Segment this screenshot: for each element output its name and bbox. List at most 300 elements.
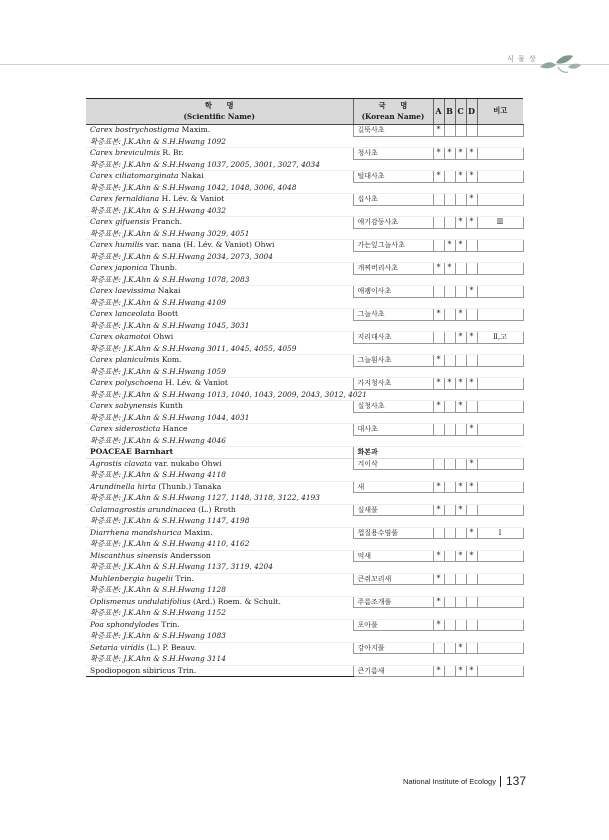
voucher-row [86, 585, 523, 597]
species-row [86, 665, 523, 677]
site-a-mark: * [433, 619, 444, 631]
site-c-mark: * [455, 550, 466, 562]
voucher-row [86, 205, 523, 217]
scientific-name [86, 550, 353, 562]
voucher-row [86, 320, 523, 332]
note-cell [477, 665, 523, 677]
author: H. Lév. & Vaniot [159, 194, 225, 204]
site-a-header: A [433, 99, 444, 125]
voucher-text: 확증표본: J.K.Ahn & S.H.Hwang 1037, 2005, 3001, 3027, 4034 [86, 159, 523, 171]
note-cell [477, 309, 523, 321]
site-c-mark [455, 355, 466, 367]
site-d-header: D [466, 99, 477, 125]
site-d-mark: * [466, 171, 477, 183]
site-d-mark [466, 263, 477, 275]
scientific-name [86, 217, 353, 229]
site-d-mark: * [466, 332, 477, 344]
site-b-mark [444, 194, 455, 206]
binomial: Miscanthus sinensis [90, 550, 168, 560]
korean-name: 털대사초 [353, 171, 433, 183]
voucher-row [86, 366, 523, 378]
scientific-name [86, 424, 353, 436]
author: Nakai [155, 286, 181, 296]
voucher-row [86, 631, 523, 643]
voucher-text: 확증표본: J.K.Ahn & S.H.Hwang 4032 [86, 205, 523, 217]
korean-name: 가지청사초 [353, 378, 433, 390]
binomial: Muhlenbergia hugelii [90, 573, 174, 583]
site-a-mark [433, 194, 444, 206]
voucher-row [86, 136, 523, 148]
korean-name: 가는잎그늘사초 [353, 240, 433, 252]
author: Hance [160, 424, 188, 434]
site-c-mark: * [455, 401, 466, 413]
site-a-mark: * [433, 263, 444, 275]
scientific-name [86, 596, 353, 608]
voucher-text: 확증표본: J.K.Ahn & S.H.Hwang 1045, 3031 [86, 320, 523, 332]
site-a-mark: * [433, 309, 444, 321]
scientific-name [86, 332, 353, 344]
header-rule [0, 64, 609, 65]
note-cell [477, 125, 523, 137]
scientific-name [86, 194, 353, 206]
site-b-mark [444, 125, 455, 137]
korean-name: 겨이삭 [353, 458, 433, 470]
voucher-text: 확증표본: J.K.Ahn & S.H.Hwang 1147, 4198 [86, 516, 523, 528]
species-row [86, 171, 523, 183]
korean-name: 청사초 [353, 148, 433, 160]
species-row [86, 642, 523, 654]
korean-name: 개찌버리사초 [353, 263, 433, 275]
scientific-name [86, 504, 353, 516]
site-a-mark: * [433, 596, 444, 608]
site-b-mark [444, 332, 455, 344]
species-row [86, 378, 523, 390]
site-d-mark [466, 573, 477, 585]
scientific-name [86, 481, 353, 493]
site-c-mark [455, 286, 466, 298]
voucher-text: 확증표본: J.K.Ahn & S.H.Hwang 1092 [86, 136, 523, 148]
site-a-mark: * [433, 481, 444, 493]
note-cell [477, 596, 523, 608]
voucher-text: 확증표본: J.K.Ahn & S.H.Hwang 1044, 4031 [86, 412, 523, 424]
author: R. Br. [159, 148, 184, 158]
voucher-text: 확증표본: J.K.Ahn & S.H.Hwang 1083 [86, 631, 523, 643]
site-c-mark [455, 527, 466, 539]
voucher-row [86, 389, 523, 401]
site-c-mark [455, 263, 466, 275]
site-b-mark [444, 401, 455, 413]
author: Franch. [149, 217, 183, 227]
scientific-name [86, 355, 353, 367]
site-d-mark: * [466, 378, 477, 390]
scientific-name [86, 171, 353, 183]
species-row [86, 424, 523, 436]
site-b-mark: * [444, 263, 455, 275]
author: (L.) Rroth [195, 504, 236, 514]
species-row [86, 401, 523, 413]
note-cell: Ⅰ [477, 527, 523, 539]
site-a-mark [433, 642, 444, 654]
korean-name: 억새 [353, 550, 433, 562]
binomial: Carex humilis [90, 240, 144, 250]
site-c-mark: * [455, 171, 466, 183]
voucher-row [86, 343, 523, 355]
voucher-text: 확증표본: J.K.Ahn & S.H.Hwang 1042, 1048, 3006, 4048 [86, 182, 523, 194]
site-a-mark: * [433, 573, 444, 585]
binomial: Carex planiculmis [90, 355, 160, 365]
site-b-mark [444, 286, 455, 298]
species-row [86, 355, 523, 367]
korean-name: 십사초 [353, 194, 433, 206]
korean-name: 껍질용수염풀 [353, 527, 433, 539]
voucher-row [86, 470, 523, 482]
scientific-name [86, 240, 353, 252]
site-d-mark: * [466, 550, 477, 562]
scientific-name [86, 527, 353, 539]
site-d-mark [466, 125, 477, 137]
site-c-mark: * [455, 217, 466, 229]
author: Trin. [158, 619, 180, 629]
site-c-mark: * [455, 309, 466, 321]
voucher-text: 확증표본: J.K.Ahn & S.H.Hwang 3114 [86, 654, 523, 666]
note-cell [477, 481, 523, 493]
species-row [86, 527, 523, 539]
table-header-row [86, 99, 523, 125]
site-a-mark: * [433, 401, 444, 413]
korean-name: 애기감둥사초 [353, 217, 433, 229]
species-row [86, 458, 523, 470]
author: (Thunb.) Tanaka [155, 481, 222, 491]
author: H. Lév. & Vaniot [162, 378, 228, 388]
scientific-name [86, 125, 353, 137]
species-row [86, 309, 523, 321]
binomial: Carex ciliatomarginata [90, 171, 179, 181]
korean-name: 그늘사초 [353, 309, 433, 321]
site-c-mark [455, 596, 466, 608]
species-row [86, 148, 523, 160]
site-b-mark [444, 550, 455, 562]
site-b-mark [444, 424, 455, 436]
site-a-mark: * [433, 171, 444, 183]
korean-name: 새 [353, 481, 433, 493]
site-c-mark: * [455, 504, 466, 516]
species-row [86, 504, 523, 516]
note-cell [477, 619, 523, 631]
site-d-mark [466, 309, 477, 321]
site-d-mark: * [466, 527, 477, 539]
korean-name: 지리대사초 [353, 332, 433, 344]
family-name: POACEAE Barnhart [86, 447, 353, 459]
site-b-mark [444, 573, 455, 585]
author: Kunth [157, 401, 183, 411]
species-row [86, 596, 523, 608]
site-d-mark [466, 401, 477, 413]
binomial: Diarrhena mandshurica [90, 527, 182, 537]
site-a-mark: * [433, 504, 444, 516]
site-a-mark [433, 240, 444, 252]
author: (L.) P. Beauv. [144, 642, 197, 652]
scientific-name-header: 학 명 (Scientific Name) [86, 99, 353, 125]
site-c-header: C [455, 99, 466, 125]
footer-org: National Institute of Ecology [403, 776, 496, 786]
site-d-mark [466, 596, 477, 608]
voucher-row [86, 274, 523, 286]
species-row [86, 550, 523, 562]
footer-divider [500, 776, 501, 787]
voucher-text: 확증표본: J.K.Ahn & S.H.Hwang 1013, 1040, 1043, 2009, 2043, 3012, 4021 [86, 389, 523, 401]
note-cell [477, 286, 523, 298]
site-b-mark [444, 171, 455, 183]
author: Maxim. [179, 125, 211, 135]
site-d-mark: * [466, 194, 477, 206]
korean-name: 길뚝사초 [353, 125, 433, 137]
note-cell [477, 401, 523, 413]
note-cell [477, 424, 523, 436]
voucher-row [86, 562, 523, 574]
site-c-mark: * [455, 642, 466, 654]
korean-name-header: 국 명 (Korean Name) [353, 99, 433, 125]
site-a-mark [433, 332, 444, 344]
binomial: Spodiopogon sibiricus Trin. [90, 665, 197, 675]
binomial: Arundinella hirta [90, 481, 156, 491]
site-a-mark [433, 286, 444, 298]
species-row [86, 125, 523, 137]
species-row [86, 573, 523, 585]
korean-name: 큰쥐꼬리새 [353, 573, 433, 585]
site-c-mark: * [455, 148, 466, 160]
scientific-name [86, 309, 353, 321]
site-a-mark [433, 458, 444, 470]
site-c-mark: * [455, 665, 466, 677]
species-row [86, 194, 523, 206]
site-d-mark: * [466, 665, 477, 677]
site-c-mark: * [455, 332, 466, 344]
site-b-mark [444, 665, 455, 677]
note-cell [477, 240, 523, 252]
page-number: 137 [505, 774, 527, 788]
scientific-name [86, 148, 353, 160]
voucher-text: 확증표본: J.K.Ahn & S.H.Hwang 4109 [86, 297, 523, 309]
author: var. nana (H. Lév. & Vaniot) Ohwi [143, 240, 275, 250]
korean-name: 대사초 [353, 424, 433, 436]
site-a-mark [433, 217, 444, 229]
korean-name: 애괭이사초 [353, 286, 433, 298]
site-d-mark [466, 619, 477, 631]
voucher-row [86, 159, 523, 171]
note-cell [477, 573, 523, 585]
note-cell: Ⅲ [477, 217, 523, 229]
site-b-mark [444, 504, 455, 516]
site-b-mark: * [444, 378, 455, 390]
author: Nakai [178, 171, 204, 181]
species-row [86, 619, 523, 631]
voucher-text: 확증표본: J.K.Ahn & S.H.Hwang 4046 [86, 435, 523, 447]
voucher-row [86, 539, 523, 551]
site-c-mark [455, 194, 466, 206]
scientific-name [86, 286, 353, 298]
site-d-mark [466, 240, 477, 252]
voucher-text: 확증표본: J.K.Ahn & S.H.Hwang 3011, 4045, 4055, 4059 [86, 343, 523, 355]
binomial: Carex okamotoi [90, 332, 151, 342]
site-b-mark [444, 458, 455, 470]
voucher-row [86, 251, 523, 263]
voucher-row [86, 654, 523, 666]
note-cell [477, 263, 523, 275]
scientific-name [86, 665, 353, 677]
site-b-header: B [444, 99, 455, 125]
site-b-mark [444, 642, 455, 654]
leaf-logo-icon [538, 53, 582, 75]
note-cell [477, 458, 523, 470]
voucher-text: 확증표본: J.K.Ahn & S.H.Hwang 1059 [86, 366, 523, 378]
site-d-mark [466, 504, 477, 516]
species-table [86, 98, 524, 677]
note-cell [477, 642, 523, 654]
voucher-text: 확증표본: J.K.Ahn & S.H.Hwang 3029, 4051 [86, 228, 523, 240]
note-cell [477, 378, 523, 390]
species-row [86, 240, 523, 252]
note-cell [477, 194, 523, 206]
site-b-mark [444, 309, 455, 321]
section-label: 식 물 상 [507, 55, 537, 63]
binomial: Carex gifuensis [90, 217, 150, 227]
scientific-name [86, 378, 353, 390]
binomial: Carex bostrychostigma [90, 125, 180, 135]
note-cell [477, 148, 523, 160]
site-b-mark: * [444, 240, 455, 252]
site-a-mark: * [433, 665, 444, 677]
site-d-mark: * [466, 424, 477, 436]
binomial: Carex polyschoena [90, 378, 163, 388]
site-a-mark: * [433, 550, 444, 562]
voucher-text: 확증표본: J.K.Ahn & S.H.Hwang 1078, 2083 [86, 274, 523, 286]
site-c-mark: * [455, 240, 466, 252]
author: Kom. [159, 355, 182, 365]
species-row [86, 481, 523, 493]
binomial: Carex siderosticta [90, 424, 161, 434]
scientific-name [86, 573, 353, 585]
voucher-row [86, 435, 523, 447]
site-a-mark [433, 527, 444, 539]
site-a-mark: * [433, 378, 444, 390]
scientific-name [86, 458, 353, 470]
author: Ohwi [150, 332, 174, 342]
site-c-mark [455, 458, 466, 470]
korean-name: 그늘흰사초 [353, 355, 433, 367]
site-c-mark [455, 424, 466, 436]
voucher-text: 확증표본: J.K.Ahn & S.H.Hwang 4118 [86, 470, 523, 482]
species-row [86, 217, 523, 229]
page-footer [403, 774, 526, 788]
binomial: Carex breviculmis [90, 148, 160, 158]
family-korean-name: 화본과 [353, 447, 523, 459]
author: Maxim. [181, 527, 213, 537]
site-a-mark [433, 424, 444, 436]
scientific-name [86, 263, 353, 275]
binomial: Carex lanceolata [90, 309, 155, 319]
author: Andersson [167, 550, 211, 560]
author: var. nukabo Ohwi [151, 458, 222, 468]
voucher-row [86, 297, 523, 309]
korean-name: 주름조개풀 [353, 596, 433, 608]
korean-name: 강아지풀 [353, 642, 433, 654]
author: Trin. [173, 573, 194, 583]
site-a-mark: * [433, 355, 444, 367]
binomial: Carex japonica [90, 263, 148, 273]
scientific-name [86, 642, 353, 654]
site-c-mark: * [455, 481, 466, 493]
binomial: Poa sphondylodes [90, 619, 159, 629]
voucher-row [86, 516, 523, 528]
binomial: Agrostis clavata [90, 458, 152, 468]
author: Thunb. [147, 263, 178, 273]
voucher-text: 확증표본: J.K.Ahn & S.H.Hwang 1127, 1148, 3118, 3122, 4193 [86, 493, 523, 505]
binomial: Oplismenus undulatifolius [90, 596, 191, 606]
site-d-mark: * [466, 458, 477, 470]
site-b-mark [444, 217, 455, 229]
korean-name: 실새풀 [353, 504, 433, 516]
site-d-mark [466, 642, 477, 654]
site-d-mark: * [466, 217, 477, 229]
site-c-mark [455, 619, 466, 631]
voucher-row [86, 412, 523, 424]
site-c-mark [455, 573, 466, 585]
species-row [86, 286, 523, 298]
korean-name: 실청사초 [353, 401, 433, 413]
note-cell [477, 550, 523, 562]
author: (Ard.) Roem. & Schult. [190, 596, 281, 606]
author: Boott [154, 309, 179, 319]
note-cell [477, 504, 523, 516]
voucher-text: 확증표본: J.K.Ahn & S.H.Hwang 1152 [86, 608, 523, 620]
binomial: Carex fernaldiana [90, 194, 160, 204]
voucher-row [86, 182, 523, 194]
note-header: 비고 [477, 99, 523, 125]
site-a-mark: * [433, 125, 444, 137]
site-d-mark [466, 355, 477, 367]
site-b-mark: * [444, 148, 455, 160]
site-b-mark [444, 355, 455, 367]
site-c-mark [455, 125, 466, 137]
site-b-mark [444, 481, 455, 493]
voucher-row [86, 493, 523, 505]
species-row [86, 332, 523, 344]
binomial: Setaria viridis [90, 642, 145, 652]
note-cell [477, 171, 523, 183]
site-d-mark: * [466, 148, 477, 160]
voucher-text: 확증표본: J.K.Ahn & S.H.Hwang 2034, 2073, 3004 [86, 251, 523, 263]
voucher-text: 확증표본: J.K.Ahn & S.H.Hwang 4110, 4162 [86, 539, 523, 551]
note-cell: Ⅱ,고 [477, 332, 523, 344]
site-d-mark: * [466, 286, 477, 298]
voucher-row [86, 228, 523, 240]
voucher-text: 확증표본: J.K.Ahn & S.H.Hwang 1137, 3119, 4204 [86, 562, 523, 574]
binomial: Calamagrostis arundinacea [90, 504, 196, 514]
voucher-row [86, 608, 523, 620]
voucher-text: 확증표본: J.K.Ahn & S.H.Hwang 1128 [86, 585, 523, 597]
site-b-mark [444, 527, 455, 539]
korean-name: 큰기름새 [353, 665, 433, 677]
species-row [86, 263, 523, 275]
binomial: Carex sabynensis [90, 401, 158, 411]
site-c-mark: * [455, 378, 466, 390]
scientific-name [86, 619, 353, 631]
site-b-mark [444, 619, 455, 631]
site-d-mark: * [466, 481, 477, 493]
site-a-mark: * [433, 148, 444, 160]
family-row [86, 447, 523, 459]
site-b-mark [444, 596, 455, 608]
